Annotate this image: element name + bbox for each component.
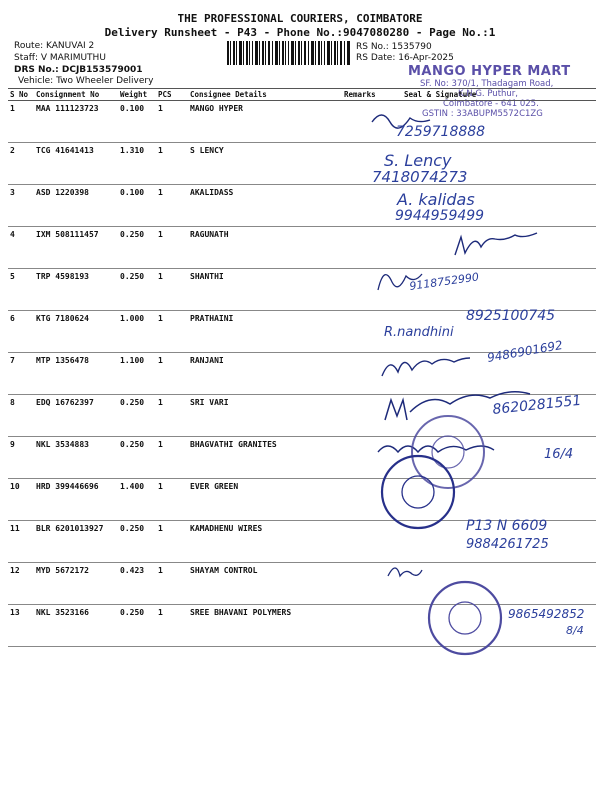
row-consignee: MANGO HYPER [188,101,342,143]
row-remarks [342,101,402,143]
signature-phone-7: 9486901692 [486,337,564,365]
row-pcs: 1 [156,311,188,353]
col-consignee: Consignee Details [188,89,342,101]
col-sno: S No [8,89,34,101]
row-pcs: 1 [156,269,188,311]
row-sno: 9 [8,437,34,479]
row-consignment: MYD 5672172 [34,563,118,605]
row-consignment: NKL 3534883 [34,437,118,479]
row-weight: 1.100 [118,353,156,395]
table-header-row [8,89,596,101]
row-consignment: IXM 508111457 [34,227,118,269]
row-signature-cell [402,269,596,311]
row-consignee: KAMADHENU WIRES [188,521,342,563]
row-weight: 0.250 [118,269,156,311]
row-sno: 11 [8,521,34,563]
row-consignment: NKL 3523166 [34,605,118,647]
table-row [8,437,596,479]
row-sno: 2 [8,143,34,185]
stamp-title: MANGO HYPER MART [408,64,571,79]
table-row [8,227,596,269]
row-pcs: 1 [156,227,188,269]
signature-name-11: P13 N 6609 [466,518,548,534]
signature-phone-5: 9118752990 [408,270,480,293]
signature-phone-1: 7259718888 [396,124,486,140]
signature-phone-8: 8620281551 [491,392,583,418]
row-weight: 0.250 [118,605,156,647]
row-consignee: AKALIDASS [188,185,342,227]
stamp-line3: Coimbatore - 641 025. [443,99,539,109]
row-weight: 0.423 [118,563,156,605]
table-row [8,269,596,311]
row-sno: 10 [8,479,34,521]
row-weight: 1.400 [118,479,156,521]
row-consignment: TCG 41641413 [34,143,118,185]
vehicle-label: Vehicle: Two Wheeler Delivery [18,76,154,86]
signature-phone-6: 8925100745 [466,308,556,324]
row-consignment: MTP 1356478 [34,353,118,395]
signature-date-9: 16/4 [544,447,574,462]
row-pcs: 1 [156,143,188,185]
row-sno: 13 [8,605,34,647]
row-sno: 12 [8,563,34,605]
row-sno: 3 [8,185,34,227]
row-signature-cell [402,437,596,479]
route-label: Route: KANUVAI 2 [14,41,95,51]
row-remarks [342,605,402,647]
row-signature-cell [402,479,596,521]
row-weight: 0.250 [118,521,156,563]
signature-phone-2: 7418074273 [372,168,468,186]
row-consignee: SHANTHI [188,269,342,311]
row-consignment: TRP 4598193 [34,269,118,311]
table-row [8,101,596,143]
row-consignee: RANJANI [188,353,342,395]
row-signature-cell [402,392,596,437]
signature-name-3: A. kalidas [397,190,475,209]
row-signature-cell [402,605,596,647]
row-consignee: S LENCY [188,143,342,185]
row-consignee: RAGUNATH [188,227,342,269]
col-weight: Weight [118,89,156,101]
row-weight: 0.250 [118,227,156,269]
row-signature-cell [402,101,596,143]
row-pcs: 1 [156,605,188,647]
row-weight: 0.250 [118,395,156,437]
row-weight: 0.250 [118,437,156,479]
row-consignee: PRATHAINI [188,311,342,353]
row-signature-cell [402,227,596,269]
row-remarks [342,353,402,395]
signature-phone-11: 9884261725 [466,537,549,552]
row-signature-cell [402,185,596,227]
signature-date-13: 8/4 [566,624,584,637]
row-remarks [342,269,402,311]
row-signature-cell [402,311,596,353]
col-remarks: Remarks [342,89,402,101]
row-pcs: 1 [156,353,188,395]
table-row [8,479,596,521]
row-weight: 1.310 [118,143,156,185]
row-remarks [342,479,402,521]
table-row [8,143,596,185]
signature-name-6: R.nandhini [384,325,454,340]
col-pcs: PCS [156,89,188,101]
runsheet-table [8,88,596,647]
signature-phone-3: 9944959499 [395,208,485,224]
table-row [8,395,596,437]
row-remarks [342,143,402,185]
signature-phone-13: 9865492852 [508,607,585,621]
row-remarks [342,311,402,353]
row-sno: 8 [8,395,34,437]
table-row [8,605,596,647]
row-sno: 1 [8,101,34,143]
row-signature-cell [402,563,596,605]
row-consignment: MAA 111123723 [34,101,118,143]
row-pcs: 1 [156,479,188,521]
row-weight: 1.000 [118,311,156,353]
drs-number: DRS No.: DCJB153579001 [14,65,143,75]
staff-label: Staff: V MARIMUTHU [14,53,106,63]
runsheet-subtitle: Delivery Runsheet - P43 - Phone No.:9047080280 - Page No.:1 [104,26,496,39]
row-remarks [342,227,402,269]
row-consignment: ASD 1220398 [34,185,118,227]
table-row [8,185,596,227]
table-row [8,311,596,353]
row-sno: 4 [8,227,34,269]
stamp-line2: K.N.G. Puthur, [458,89,518,99]
table-row [8,563,596,605]
row-consignee: SRI VARI [188,395,342,437]
row-sno: 6 [8,311,34,353]
row-pcs: 1 [156,395,188,437]
table-row [8,521,596,563]
row-pcs: 1 [156,563,188,605]
row-consignment: EDQ 16762397 [34,395,118,437]
barcode-image [227,41,350,65]
row-consignment: HRD 399446696 [34,479,118,521]
row-pcs: 1 [156,185,188,227]
col-signature: Seal & Signature [402,89,596,101]
row-weight: 0.100 [118,101,156,143]
col-consignment: Consignment No [34,89,118,101]
row-consignee: SHAYAM CONTROL [188,563,342,605]
row-remarks [342,563,402,605]
rs-number: RS No.: 1535790 [356,42,432,52]
row-sno: 5 [8,269,34,311]
row-signature-cell [402,521,596,563]
row-pcs: 1 [156,437,188,479]
company-title: THE PROFESSIONAL COURIERS, COIMBATORE [177,12,423,25]
row-remarks [342,395,402,437]
signature-name-2: S. Lency [384,151,452,170]
row-remarks [342,437,402,479]
stamp-line1: SF. No: 370/1, Thadagam Road, [420,79,554,89]
rs-date: RS Date: 16-Apr-2025 [356,53,454,63]
row-pcs: 1 [156,101,188,143]
row-remarks [342,521,402,563]
row-consignment: BLR 6201013927 [34,521,118,563]
row-consignment: KTG 7180624 [34,311,118,353]
row-weight: 0.100 [118,185,156,227]
row-pcs: 1 [156,521,188,563]
row-consignee: SREE BHAVANI POLYMERS [188,605,342,647]
row-signature-cell [402,143,596,185]
row-consignee: BHAGVATHI GRANITES [188,437,342,479]
row-remarks [342,185,402,227]
row-consignee: EVER GREEN [188,479,342,521]
row-sno: 7 [8,353,34,395]
row-signature-cell [402,353,596,395]
stamp-line4: GSTIN : 33ABUPM5572C1ZG [422,109,543,119]
table-row [8,353,596,395]
